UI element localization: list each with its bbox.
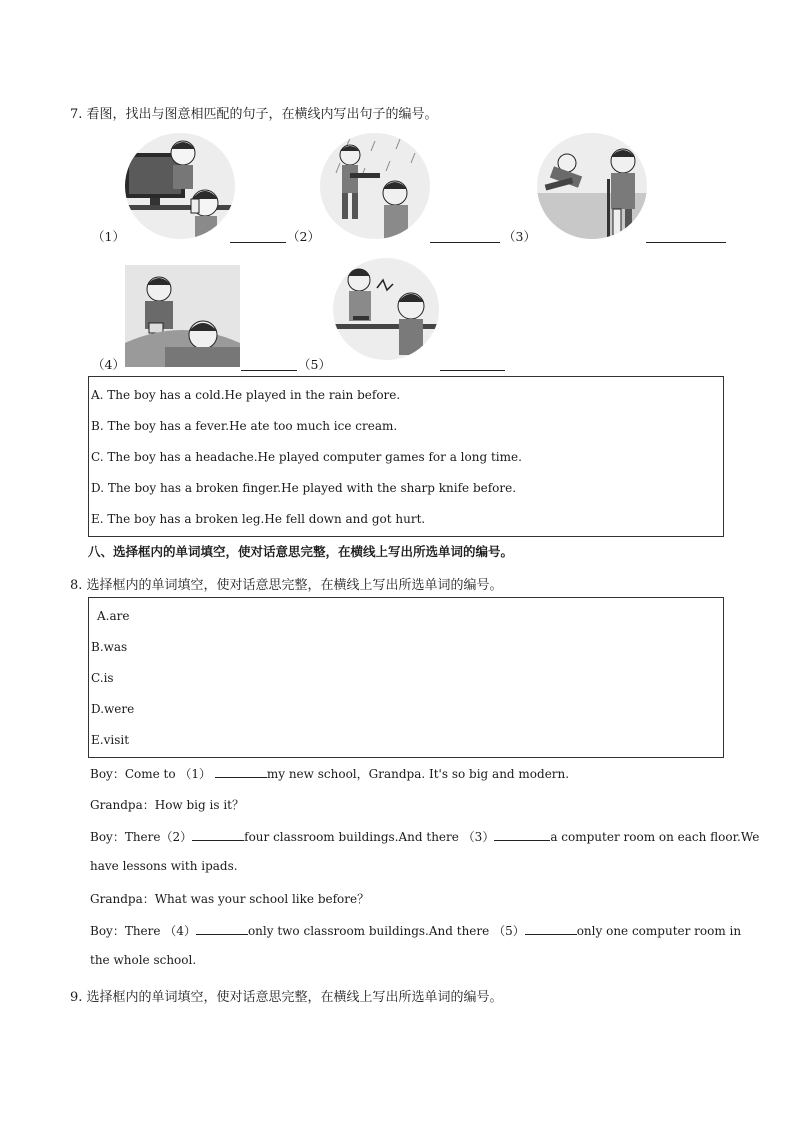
picture-1-label: （1）: [92, 229, 125, 244]
dialog-line-1-start: Boy：Come to （1）: [90, 767, 212, 781]
dialog-line-5: Grandpa：What was your school like before？: [90, 892, 370, 906]
option-e: E. The boy has a broken leg.He fell down and got hurt.: [91, 512, 426, 526]
picture-1-illustration: [125, 133, 235, 239]
question-7-title: 7. 看图，找出与图意相匹配的句子，在横线内写出句子的编号。: [70, 107, 438, 122]
dialog-line-3: [90, 828, 759, 845]
dialog-line-1-end: my new school，Grandpa. It's so big and modern.: [266, 767, 570, 781]
answer-blank-1[interactable]: [230, 229, 286, 243]
question-8-title: 8. 选择框内的单词填空，使对话意思完整，在横线上写出所选单词的编号。: [70, 578, 503, 593]
dialog-line-6: [90, 922, 741, 939]
picture-5-illustration: [333, 258, 439, 360]
picture-2-rain: [320, 133, 430, 239]
word-c: C.is: [91, 671, 114, 685]
section-8-title: 八、选择框内的单词填空，使对话意思完整，在横线上写出所选单词的编号。: [88, 544, 514, 559]
option-b: B. The boy has a fever.He ate too much ice cream.: [91, 419, 398, 433]
picture-4-label: （4）: [92, 357, 125, 372]
answer-blank-2[interactable]: [430, 229, 500, 243]
dialog-line-6-start: Boy：There （4）: [90, 924, 196, 938]
word-e: E.visit: [91, 733, 130, 747]
picture-5-label: （5）: [298, 357, 331, 372]
answer-blank-3[interactable]: [646, 229, 726, 243]
dialog-blank-5[interactable]: [525, 922, 577, 935]
answer-blank-4[interactable]: [241, 357, 297, 371]
q8-word-box: [88, 597, 724, 758]
q7-options-box: [88, 376, 724, 537]
dialog-blank-2[interactable]: [192, 828, 244, 841]
picture-3-broken-leg: [537, 133, 647, 239]
dialog-line-1: [90, 765, 569, 782]
picture-3-label: （3）: [503, 229, 536, 244]
word-a: A.are: [97, 609, 130, 623]
picture-5-broken-finger: [333, 258, 439, 360]
word-d: D.were: [91, 702, 135, 716]
dialog-line-4: have lessons with ipads.: [90, 859, 238, 873]
option-a: A. The boy has a cold.He played in the rain before.: [91, 388, 401, 402]
picture-2-illustration: [320, 133, 430, 239]
dialog-line-6-end: only one computer room in: [576, 924, 742, 938]
dialog-blank-4[interactable]: [196, 922, 248, 935]
picture-1-headache: [125, 133, 235, 239]
dialog-blank-1[interactable]: [215, 765, 267, 778]
answer-blank-5[interactable]: [440, 357, 505, 371]
word-b: B.was: [91, 640, 128, 654]
dialog-line-7: the whole school.: [90, 953, 197, 967]
dialog-blank-3[interactable]: [494, 828, 550, 841]
picture-3-illustration: [537, 133, 647, 239]
picture-2-label: （2）: [287, 229, 320, 244]
option-c: C. The boy has a headache.He played computer games for a long time.: [91, 450, 522, 464]
dialog-line-2: Grandpa：How big is it？: [90, 798, 244, 812]
dialog-line-3-start: Boy：There（2）: [90, 830, 193, 844]
dialog-line-3-mid: four classroom buildings.And there （3）: [244, 830, 495, 844]
picture-4-illustration: [125, 265, 240, 367]
dialog-line-3-end: a computer room on each floor.We: [550, 830, 760, 844]
option-d: D. The boy has a broken finger.He played with the sharp knife before.: [91, 481, 517, 495]
question-9-title: 9. 选择框内的单词填空，使对话意思完整，在横线上写出所选单词的编号。: [70, 990, 503, 1005]
dialog-line-6-mid: only two classroom buildings.And there （5）: [247, 924, 525, 938]
picture-4-fever: [125, 265, 240, 367]
